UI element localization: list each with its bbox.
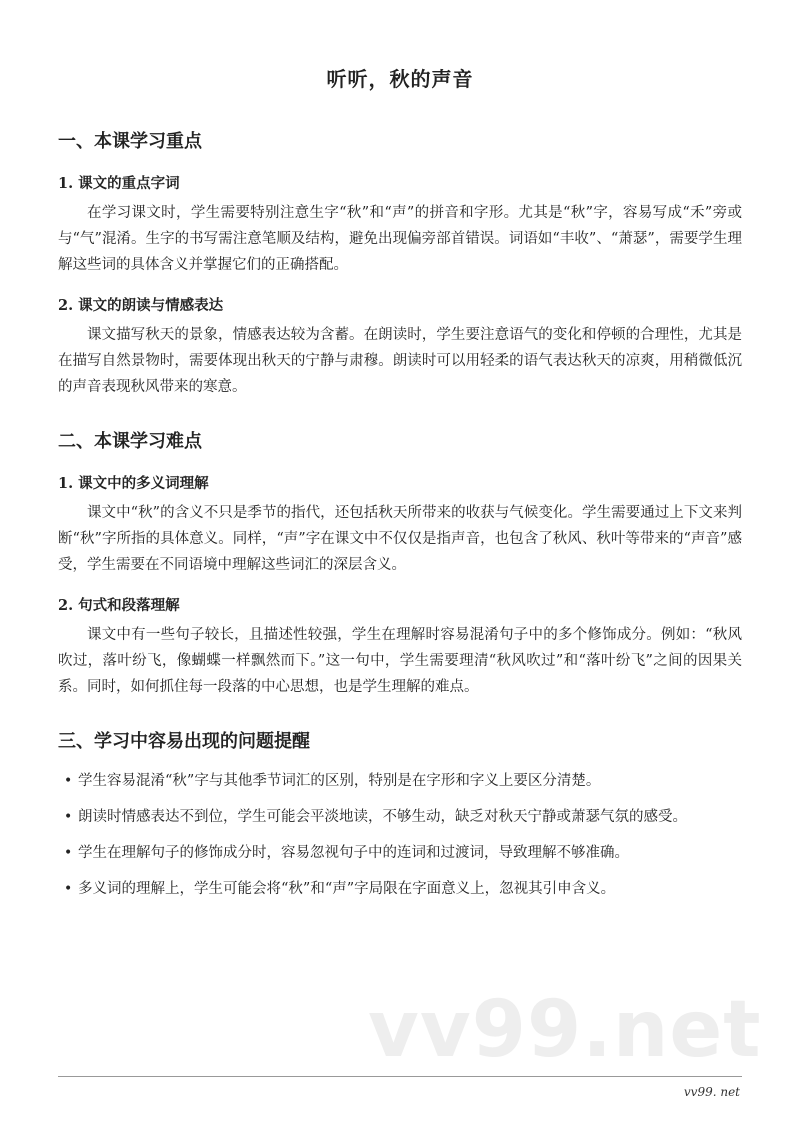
footer-divider <box>58 1076 742 1077</box>
list-item <box>58 840 742 866</box>
problem-list <box>58 768 742 902</box>
list-item-text: 朗读时情感表达不到位，学生可能会平淡地读，不够生动，缺乏对秋天宁静或萧瑟气氛的感受。 <box>78 809 687 825</box>
list-item-text: 学生在理解句子的修饰成分时，容易忽视句子中的连词和过渡词，导致理解不够准确。 <box>78 845 629 861</box>
bullet-icon: • <box>64 845 73 861</box>
footer-site-label: vv99. net <box>683 1085 740 1099</box>
subsection-heading-1-1: 1. 课文的重点字词 <box>58 175 180 192</box>
list-item <box>58 768 742 794</box>
paragraph-1-1: 在学习课文时，学生需要特别注意生字“秋”和“声”的拼音和字形。尤其是“秋”字，容易写成“禾”旁或与“气”混淆。生字的书写需注意笔顺及结构，避免出现偏旁部首错误。词语如“丰收”、“萧瑟”，需要学生理解这些词的具体含义并掌握它们的正确搭配。 <box>58 205 742 273</box>
list-item <box>58 804 742 830</box>
bullet-icon: • <box>64 881 73 897</box>
page-title: 听听，秋的声音 <box>326 67 474 91</box>
watermark: vv99.net <box>368 985 762 1075</box>
subsection-heading-2-1: 1. 课文中的多义词理解 <box>58 475 209 492</box>
bullet-icon: • <box>64 773 73 789</box>
section-heading-3: 三、学习中容易出现的问题提醒 <box>58 731 310 752</box>
subsection-heading-2-2: 2. 句式和段落理解 <box>58 597 180 614</box>
list-item-text: 多义词的理解上，学生可能会将“秋”和“声”字局限在字面意义上，忽视其引申含义。 <box>78 881 616 897</box>
paragraph-2-2: 课文中有一些句子较长，且描述性较强，学生在理解时容易混淆句子中的多个修饰成分。例如：“秋风吹过，落叶纷飞，像蝴蝶一样飘然而下。”这一句中，学生需要理清“秋风吹过”和“落叶纷飞”之间的因果关系。同时，如何抓住每一段落的中心思想，也是学生理解的难点。 <box>58 627 742 695</box>
subsection-heading-1-2: 2. 课文的朗读与情感表达 <box>58 297 224 314</box>
section-heading-2: 二、本课学习难点 <box>58 431 202 452</box>
document-page <box>58 0 742 912</box>
paragraph-2-1: 课文中“秋”的含义不只是季节的指代，还包括秋天所带来的收获与气候变化。学生需要通过上下文来判断“秋”字所指的具体意义。同样，“声”字在课文中不仅仅是指声音，也包含了秋风、秋叶等带来的“声音”感受，学生需要在不同语境中理解这些词汇的深层含义。 <box>58 505 742 573</box>
bullet-icon: • <box>64 809 73 825</box>
list-item-text: 学生容易混淆“秋”字与其他季节词汇的区别，特别是在字形和字义上要区分清楚。 <box>78 773 601 789</box>
list-item <box>58 876 742 902</box>
section-heading-1: 一、本课学习重点 <box>58 131 202 152</box>
paragraph-1-2: 课文描写秋天的景象，情感表达较为含蓄。在朗读时，学生要注意语气的变化和停顿的合理性，尤其是在描写自然景物时，需要体现出秋天的宁静与肃穆。朗读时可以用轻柔的语气表达秋天的凉爽，用稍微低沉的声音表现秋风带来的寒意。 <box>58 327 742 395</box>
